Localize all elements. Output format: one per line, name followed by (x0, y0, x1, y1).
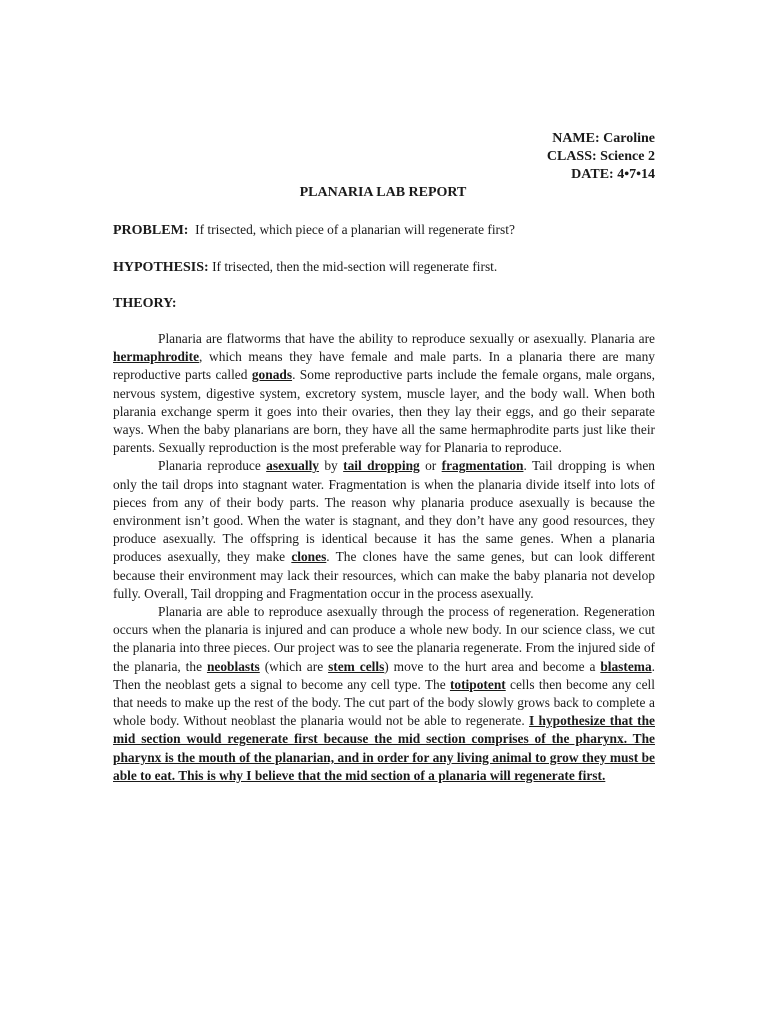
p1-text-b: , which means they have female and male parts. In a planaria there are many reproductive parts called (113, 349, 655, 383)
theory-line (113, 294, 177, 313)
p3-text-d: . Then the neoblast gets a signal to become any cell type. The (113, 658, 655, 692)
p2-text-b: by (318, 458, 344, 474)
term-gonads: gonads (251, 367, 293, 383)
p2-text-e: . The clones have the same genes, but can look different because their environment may lack their resources, which can make the baby planaria not develop fully. Overall, Tail dropping and Fragmentation occur in the process asexually. (113, 549, 655, 601)
hypothesis-text: If trisected, then the mid-section will regenerate first. (212, 259, 498, 274)
term-neoblasts: neoblasts (206, 658, 260, 674)
term-hermaphrodite: hermaphrodite (113, 349, 200, 365)
student-name: NAME: Caroline (552, 131, 655, 146)
p2-text-d: . Tail dropping is when only the tail drops into stagnant water. Fragmentation is when the planaria divide itself into lots of pieces from any of their body parts. The reason why planaria produce asexually is because the environment isn’t good. When the water is stagnant, and they don’t have any good resources, they produce asexually. The offspring is identical because it has the same genes. When a planaria produces asexually, they make (113, 458, 655, 565)
theory-label: THEORY: (113, 296, 177, 311)
p2-text-c: or (419, 458, 442, 474)
p3-text-a: Planaria are able to reproduce asexually through the process of regeneration. Regeneration occurs when the planaria is injured and can produce a whole new body. In our science class, we cut the planaria into three pieces. Our project was to see the planaria regenerate. From the injured side of the planaria, the (113, 604, 655, 674)
p3-text-c: ) move to the hurt area and become a (384, 658, 601, 674)
p2-text-a: Planaria reproduce (158, 458, 267, 474)
term-stem-cells: stem cells (328, 658, 385, 674)
paragraph-2 (113, 457, 655, 603)
term-totipotent: totipotent (449, 676, 506, 692)
hypothesis-label: HYPOTHESIS: (113, 260, 209, 275)
hypothesis-line (113, 258, 497, 277)
term-tail-dropping: tail dropping (343, 458, 420, 474)
problem-label: PROBLEM: (113, 223, 189, 238)
theory-body (113, 330, 655, 785)
paragraph-3 (113, 603, 655, 785)
term-clones: clones (291, 549, 327, 565)
class-name: CLASS: Science 2 (546, 149, 655, 165)
p1-text-c: . Some reproductive parts include the female organs, male organs, nervous system, digestive system, excretory system, muscle layer, and the body wall. When both plarania exchange sperm it goes into their ovaries, then they lay their eggs, and go their separate ways. When the baby planarians are born, they have all the same hermaphrodite parts just like their parents. Sexually reproduction is the most preferable way for Planaria to reproduce. (113, 367, 655, 456)
p3-text-b: (which are (259, 658, 329, 674)
header-block (547, 130, 655, 185)
term-fragmentation: fragmentation (441, 458, 524, 474)
report-date: DATE: 4•7•14 (571, 167, 655, 183)
p1-text-a: Planaria are flatworms that have the ability to reproduce sexually or asexually. Planaria are (158, 331, 655, 346)
paragraph-1 (113, 330, 655, 457)
term-asexually: asexually (266, 458, 319, 474)
problem-text: If trisected, which piece of a planarian will regenerate first? (195, 222, 515, 237)
report-title-row (0, 184, 768, 202)
problem-line (113, 221, 515, 240)
report-title: PLANARIA LAB REPORT (299, 185, 467, 200)
p3-text-e: cells then become any cell that needs to make up the rest of the body. The cut part of the body slowly grows back to complete a whole body. Without neoblast the planaria would not be able to regenerate. (113, 676, 655, 729)
hypothesis-statement: I hypothesize that the mid section would regenerate first because the mid section comprises of the pharynx. The pharynx is the mouth of the planarian, and in order for any living animal to grow they must be able to eat. This is why I believe that the mid section of a planaria will regenerate first. (113, 713, 655, 783)
term-blastema: blastema (600, 658, 652, 674)
